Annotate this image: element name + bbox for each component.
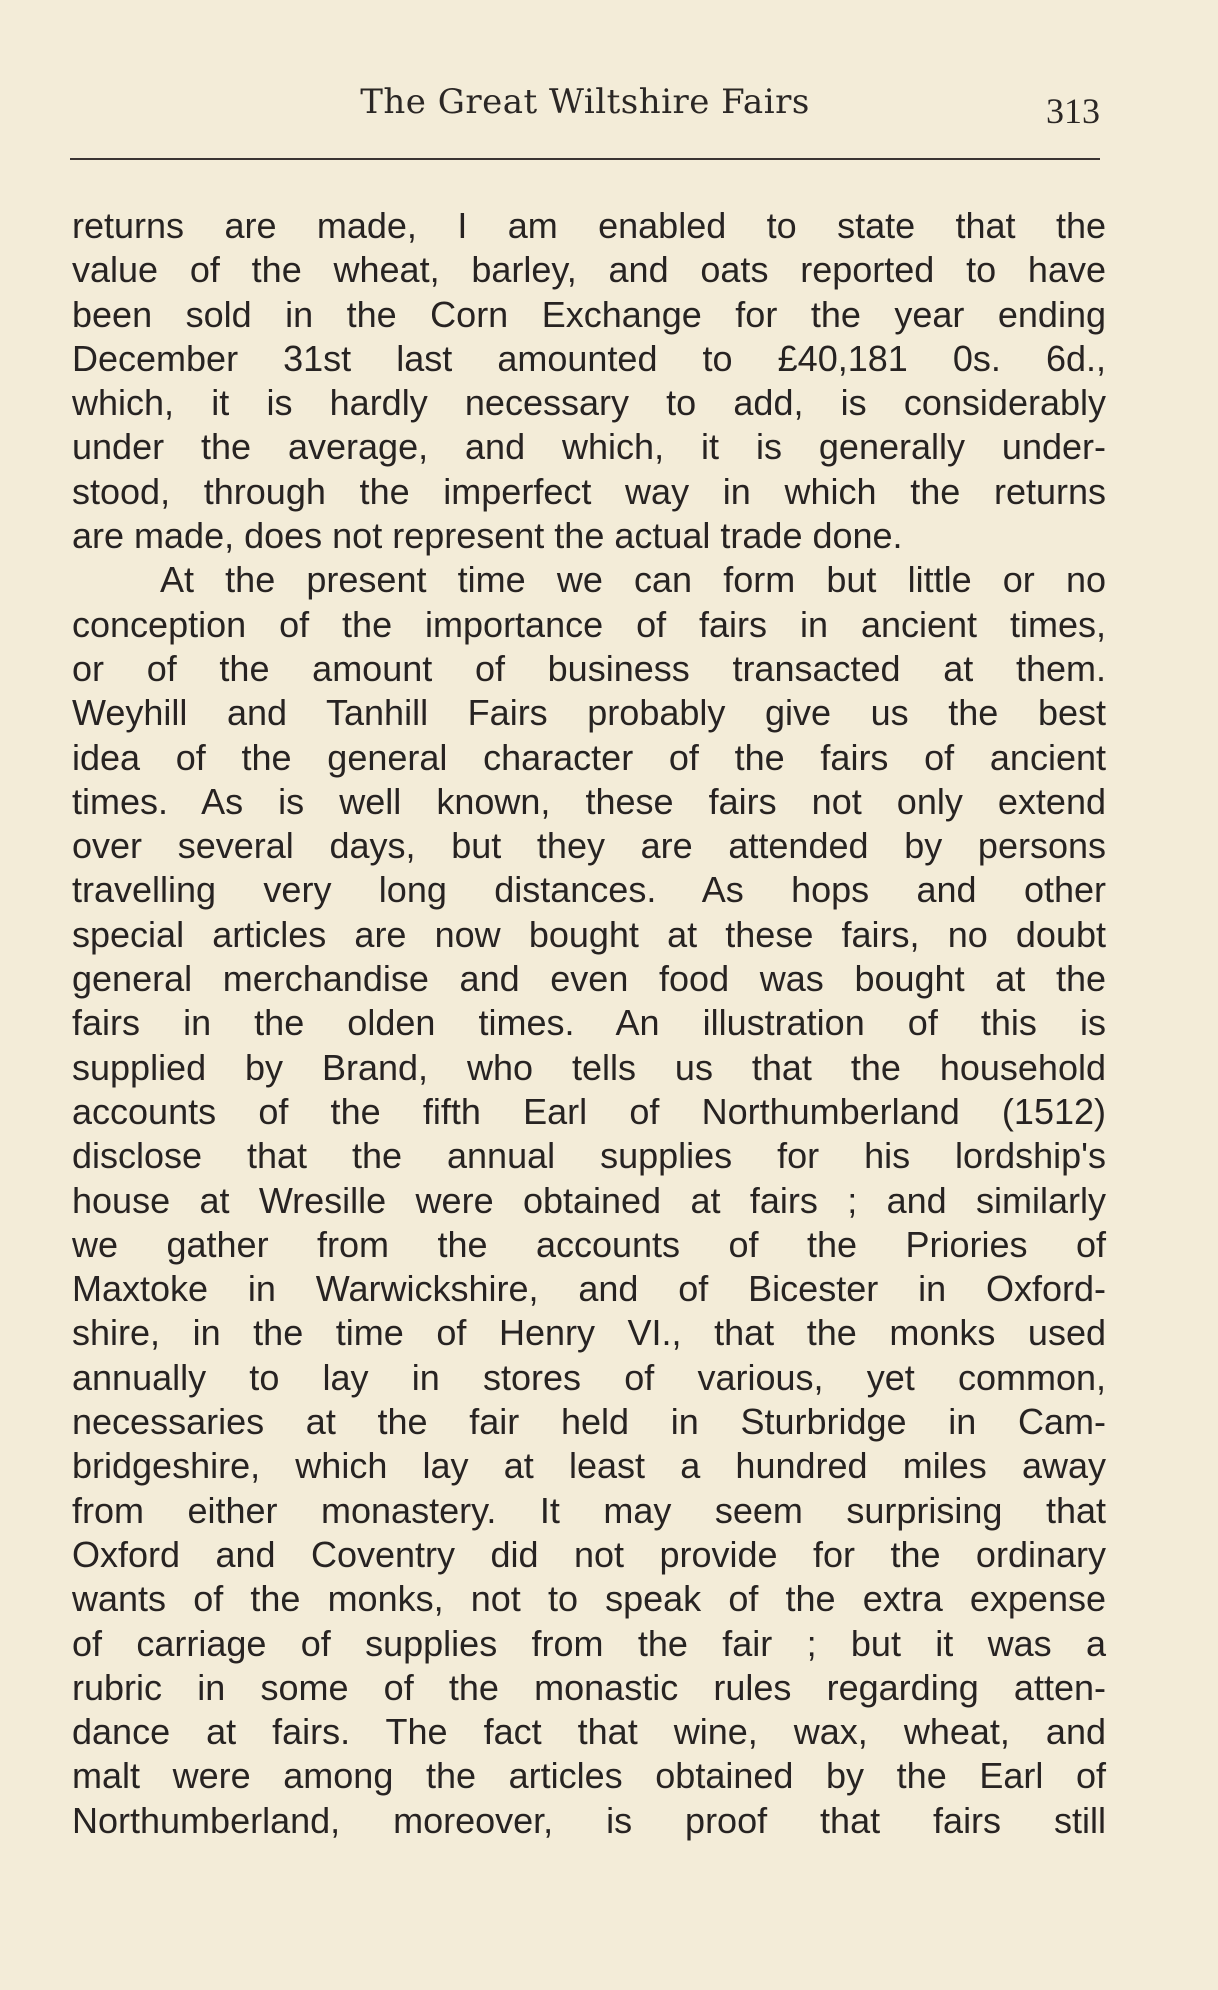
text-line-37: Northumberland, moreover, is proof that fairs still <box>72 1799 1106 1841</box>
text-line-28: necessaries at the fair held in Sturbridge in Cam- <box>72 1401 1106 1443</box>
text-line-23: house at Wresille were obtained at fairs ; and similarly <box>72 1179 1106 1221</box>
text-line-1: returns are made, I am enabled to state that the <box>72 205 1106 246</box>
text-line-7: stood, through the imperfect way in which the returns <box>72 470 1106 512</box>
running-head <box>70 82 1100 138</box>
text-line-14: times. As is well known, these fairs not only extend <box>72 780 1106 822</box>
text-line-27: annually to lay in stores of various, yet common, <box>72 1356 1106 1398</box>
text-line-18: general merchandise and even food was bought at the <box>72 958 1106 1000</box>
text-line-34: rubric in some of the monastic rules regarding atten- <box>72 1666 1106 1708</box>
text-line-30: from either monastery. It may seem surprising that <box>72 1489 1106 1531</box>
text-line-15: over several days, but they are attended by persons <box>72 825 1106 867</box>
text-line-24: we gather from the accounts of the Priories of <box>72 1223 1106 1265</box>
text-line-6: under the average, and which, it is generally under- <box>72 426 1106 468</box>
text-line-26: shire, in the time of Henry VI., that the monks used <box>72 1312 1106 1354</box>
text-line-31: Oxford and Coventry did not provide for the ordinary <box>72 1533 1106 1575</box>
text-line-10: conception of the importance of fairs in ancient times, <box>72 603 1106 645</box>
text-line-36: malt were among the articles obtained by the Earl of <box>72 1755 1106 1797</box>
text-line-29: bridgeshire, which lay at least a hundred miles away <box>72 1445 1106 1487</box>
text-line-21: accounts of the fifth Earl of Northumberland (1512) <box>72 1090 1106 1132</box>
header-rule <box>70 158 1100 160</box>
text-line-4: December 31st last amounted to £40,181 0s. 6d., <box>72 337 1106 379</box>
text-line-2: value of the wheat, barley, and oats reported to have <box>72 249 1106 291</box>
page-number: 313 <box>1046 91 1100 131</box>
text-line-16: travelling very long distances. As hops and other <box>72 869 1106 911</box>
text-line-3: been sold in the Corn Exchange for the year ending <box>72 293 1106 335</box>
text-line-5: which, it is hardly necessary to add, is considerably <box>72 382 1106 424</box>
text-line-25: Maxtoke in Warwickshire, and of Bicester in Oxford- <box>72 1268 1106 1310</box>
text-line-19: fairs in the olden times. An illustration of this is <box>72 1002 1106 1044</box>
body-text <box>72 204 1106 1843</box>
text-line-32: wants of the monks, not to speak of the extra expense <box>72 1578 1106 1620</box>
text-line-9: At the present time we can form but little or no <box>160 559 1106 601</box>
text-line-20: supplied by Brand, who tells us that the household <box>72 1046 1106 1088</box>
text-line-22: disclose that the annual supplies for his lordship's <box>72 1135 1106 1177</box>
text-line-8: are made, does not represent the actual trade done. <box>72 515 903 557</box>
running-title: The Great Wiltshire Fairs <box>360 82 810 122</box>
text-line-17: special articles are now bought at these fairs, no doubt <box>72 913 1106 955</box>
text-line-13: idea of the general character of the fairs of ancient <box>72 736 1106 778</box>
text-line-12: Weyhill and Tanhill Fairs probably give us the best <box>72 692 1106 734</box>
text-line-11: or of the amount of business transacted at them. <box>72 647 1106 689</box>
text-line-35: dance at fairs. The fact that wine, wax, wheat, and <box>72 1711 1106 1753</box>
text-line-33: of carriage of supplies from the fair ; but it was a <box>72 1622 1106 1664</box>
